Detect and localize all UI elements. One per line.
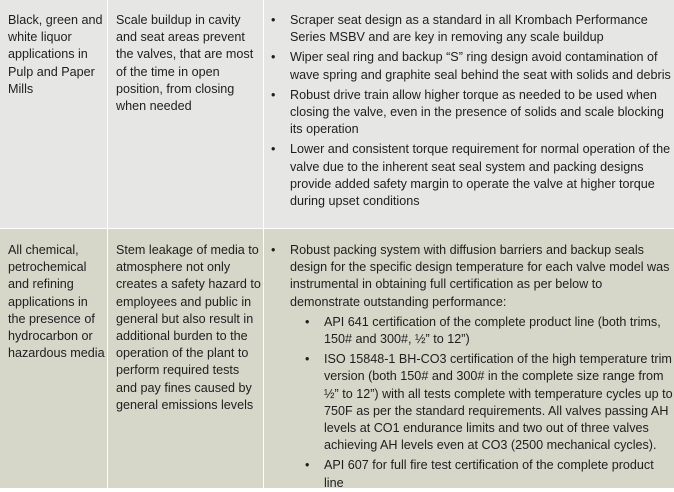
- table-row: [0, 0, 674, 228]
- certification-bullet: • API 641 certification of the complete product line (both trims, 150# and 300#, ½” to 12”): [305, 314, 674, 348]
- certification-list: [290, 314, 674, 492]
- solution-cell: [264, 229, 674, 488]
- application-cell: All chemical, petrochemical and refining applications in the presence of hydrocarbon or hazardous media: [8, 243, 105, 361]
- solution-bullet-text: Robust packing system with diffusion barriers and backup seals design for the specific design temperature for each valve model was instrumental in obtaining full certification as per below to demonstrate outstanding performance:: [290, 243, 670, 309]
- solution-bullet: • Wiper seal ring and backup “S” ring design avoid contamination of wave spring and graphite seal behind the seat with solids and debris: [271, 49, 674, 83]
- certification-bullet: • ISO 15848-1 BH-CO3 certification of the high temperature trim version (both 150# and 300# in the complete size range from ½” to 12”) with all tests complete with temperature cycles up to 750F as per the standard requirements. All valves passing AH levels at CO1 endurance limits and two out of three valves achieving AH levels even at CO3 (2500 mechanical cycles).: [305, 351, 674, 454]
- solution-bullet: • Lower and consistent torque requirement for normal operation of the valve due to the inherent seat seal system and packing designs provide added safety margin to operate the valve at higher torque during upset conditions: [271, 141, 674, 210]
- solution-list: [271, 12, 674, 210]
- solution-cell: [264, 0, 674, 228]
- solution-bullet: • Robust drive train allow higher torque as needed to be used when closing the valve, even in the presence of solids and scale blocking its operation: [271, 87, 674, 139]
- column-divider: [107, 0, 108, 488]
- table-row: [0, 229, 674, 488]
- application-cell: Black, green and white liquor applications in Pulp and Paper Mills: [8, 13, 103, 96]
- solution-list: [271, 242, 674, 492]
- problem-cell: Scale buildup in cavity and seat areas prevent the valves, that are most of the time in open position, from closing when needed: [116, 13, 254, 114]
- certification-bullet: • API 607 for full fire test certification of the complete product line: [305, 457, 674, 491]
- problem-cell: Stem leakage of media to atmosphere not only creates a safety hazard to employees and public in general but also result in additional burden to the operation of the plant to perform required tests and pay fines caused by general emissions levels: [116, 243, 261, 412]
- solution-bullet: • Scraper seat design as a standard in all Krombach Performance Series MSBV and are key in removing any scale buildup: [271, 12, 674, 46]
- solution-bullet: [271, 242, 674, 492]
- column-divider: [263, 0, 264, 488]
